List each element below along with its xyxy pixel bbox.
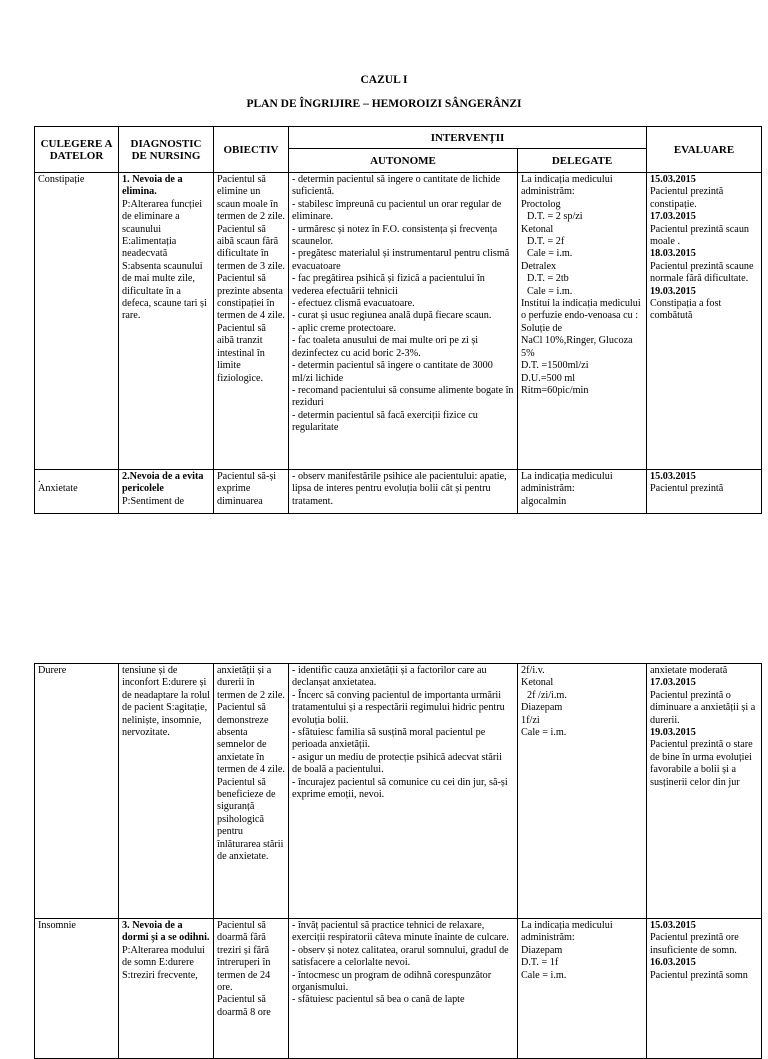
delegate-line: algocalmin bbox=[521, 495, 567, 507]
evaluation-date: 17.03.2015 bbox=[650, 211, 696, 223]
delegate-line: Diazepam bbox=[521, 702, 563, 714]
intervention-line: - întocmesc un program de odihnă corespunzător organismului. bbox=[292, 969, 492, 994]
cell-evaluare bbox=[647, 173, 762, 470]
objective-line: Pacientul să demonstreze absenta semnelor de anxietate în termen de 4 zile. bbox=[217, 702, 285, 776]
delegate-line: 1f/zi bbox=[521, 714, 540, 726]
table-row bbox=[35, 919, 762, 1059]
cell-obiectiv bbox=[214, 919, 289, 1059]
delegate-line: Diazepam bbox=[521, 944, 563, 956]
delegate-line: La indicația medicului administrăm: bbox=[521, 471, 613, 495]
cell-evaluare bbox=[647, 919, 762, 1059]
delegate-line: D.T. =1500ml/zi bbox=[521, 360, 589, 372]
cell-evaluare bbox=[647, 470, 762, 514]
cell-delegate bbox=[518, 919, 647, 1059]
evaluation-text: Pacientul prezintă scaune normale fără dificultate. bbox=[650, 260, 754, 285]
delegate-line: Ritm=60pic/min bbox=[521, 384, 589, 396]
evaluation-text: Pacientul prezintă somn bbox=[650, 969, 748, 981]
intervention-line: - sfătuiesc familia să susțină moral pacientul pe perioada anxietății. bbox=[292, 727, 486, 751]
diagnostic-line: P:Alterarea funcției de eliminare a scaunului bbox=[122, 198, 203, 235]
cell-culegere: Constipație bbox=[35, 173, 119, 470]
delegate-line: Cale = i.m. bbox=[521, 727, 567, 739]
header-evaluare: EVALUARE bbox=[647, 127, 762, 173]
cell-delegate bbox=[518, 173, 647, 470]
cell-obiectiv bbox=[214, 664, 289, 919]
cell-culegere: Durere bbox=[35, 664, 119, 919]
evaluation-date: 18.03.2015 bbox=[650, 248, 696, 260]
header-autonome: AUTONOME bbox=[289, 149, 518, 173]
diagnostic-title: 2.Nevoia de a evita pericolele bbox=[122, 471, 204, 495]
cell-obiectiv bbox=[214, 173, 289, 470]
table-row bbox=[35, 470, 762, 514]
header-obiectiv: OBIECTIV bbox=[214, 127, 289, 173]
intervention-line: - curat și usuc regiunea anală după fiecare scaun. bbox=[292, 310, 492, 322]
objective-line: Pacientul să beneficieze de siguranță psihologică pentru înlăturarea stării de anxietate. bbox=[217, 776, 284, 863]
diagnostic-line: P:Sentiment de bbox=[122, 495, 184, 507]
delegate-line: Cale = i.m. bbox=[521, 969, 567, 981]
evaluation-date: 15.03.2015 bbox=[650, 471, 696, 482]
delegate-line: D.T. = 2tb bbox=[527, 273, 569, 285]
delegate-line: Ketonal bbox=[521, 223, 554, 235]
delegate-line: La indicația medicului administrăm: bbox=[521, 174, 613, 198]
diagnostic-line: S:absenta scaunului de mai multe zile, dificultate în a defeca, scaune tari și rare. bbox=[122, 260, 207, 322]
evaluation-date: 15.03.2015 bbox=[650, 174, 696, 185]
cell-autonome bbox=[289, 919, 518, 1059]
cell-obiectiv: Pacientul să-și exprime diminuarea bbox=[214, 470, 289, 514]
evaluation-text: Pacientul prezintă bbox=[650, 483, 724, 495]
cell-diagnostic bbox=[119, 173, 214, 470]
cell-autonome bbox=[289, 664, 518, 919]
cell-delegate bbox=[518, 664, 647, 919]
intervention-line: - determin pacientul să ingere o cantitate de lichide suficientă. bbox=[292, 174, 501, 198]
evaluation-text: Pacientul prezintă constipație. bbox=[650, 186, 724, 210]
diagnostic-line: P:Alterarea modului de somn E:durere S:treziri frecvente, bbox=[122, 944, 205, 981]
cell-culegere: Insomnie bbox=[35, 919, 119, 1059]
intervention-line: - încurajez pacientul să comunice cu cei din jur, să-și exprime emoții, nevoi. bbox=[292, 776, 508, 801]
evaluation-text: Pacientul prezintă scaun moale . bbox=[650, 223, 750, 248]
delegate-line: D.T. = 2 sp/zi bbox=[527, 211, 583, 223]
cell-autonome bbox=[289, 173, 518, 470]
intervention-line: - pregătesc materialul și instrumentarul pentru clismă evacuatoare bbox=[292, 248, 510, 272]
intervention-line: - determin pacientul să facă exerciții fizice cu regularitate bbox=[292, 409, 478, 434]
delegate-line: D.T. = 1f bbox=[521, 957, 559, 969]
delegate-line: 2f /zi/i.m. bbox=[527, 689, 567, 701]
diagnostic-title: 1. Nevoia de a elimina. bbox=[122, 174, 183, 198]
delegate-line: La indicația medicului administrăm: bbox=[521, 920, 613, 944]
delegate-line: NaCl 10%,Ringer, Glucoza 5% bbox=[521, 335, 633, 359]
evaluation-date: 15.03.2015 bbox=[650, 920, 696, 931]
delegate-line: Ketonal bbox=[521, 677, 554, 689]
cell-diagnostic bbox=[119, 470, 214, 514]
evaluation-text: Pacientul prezintă o diminuare a anxietății și a durerii. bbox=[650, 689, 756, 726]
intervention-line: - fac pregătirea psihică și fizică a pacientului în vederea efectuării tehnicii bbox=[292, 273, 485, 297]
intervention-line: - aplic creme protectoare. bbox=[292, 322, 397, 334]
diagnostic-line: E:alimentația neadecvată bbox=[122, 236, 177, 260]
delegate-line: Detralex bbox=[521, 260, 557, 272]
document-subtitle: PLAN DE ÎNGRIJIRE – HEMOROIZI SÂNGERÂNZI bbox=[246, 98, 522, 110]
cell-diagnostic: tensiune și de inconfort E:durere și de neadaptare la rolul de pacient S:agitație, neliniște, insomnie, nervozitate. bbox=[119, 664, 214, 919]
table-row bbox=[35, 173, 762, 470]
cell-delegate bbox=[518, 470, 647, 514]
delegate-line: Soluție de bbox=[521, 322, 563, 334]
evaluation-text: Constipația a fost combătută bbox=[650, 298, 722, 322]
evaluation-text: Pacientul prezintă ore insuficiente de somn. bbox=[650, 932, 739, 956]
care-plan-table-page2 bbox=[34, 663, 762, 1059]
header-culegere: CULEGERE A DATELOR bbox=[35, 127, 119, 173]
objective-line: Pacientul să doarmă 8 ore bbox=[217, 994, 271, 1018]
intervention-line: - stabilesc împreună cu pacientul un orar regular de eliminare. bbox=[292, 198, 502, 223]
intervention-line: - învăț pacientul să practice tehnici de relaxare, exerciții respiratorii câteva minute înainte de culcare. bbox=[292, 920, 509, 944]
delegate-line: D.T. = 2f bbox=[527, 236, 565, 248]
delegate-line: Cale = i.m. bbox=[527, 285, 573, 297]
intervention-line: - Încerc să conving pacientul de importanta urmării tratamentului și a respectării regimului hidric pentru evoluția bolii. bbox=[292, 689, 505, 726]
intervention-line: - recomand pacientului să consume alimente bogate în reziduri bbox=[292, 384, 514, 409]
intervention-line: - urmăresc și notez în F.O. consistența și frecvența scaunelor. bbox=[292, 223, 498, 248]
delegate-line: 2f/i.v. bbox=[521, 665, 545, 676]
evaluation-date: 17.03.2015 bbox=[650, 677, 696, 689]
stray-dot: . bbox=[38, 474, 41, 485]
evaluation-text: anxietate moderată bbox=[650, 665, 728, 676]
evaluation-date: 19.03.2015 bbox=[650, 727, 696, 739]
intervention-line: - observ și notez calitatea, orarul somnului, gradul de satisfacere a celorlalte nevoi. bbox=[292, 944, 509, 969]
intervention-line: - sfătuiesc pacientul să bea o cană de lapte bbox=[292, 994, 465, 1006]
delegate-line: Instituí la indicația medicului o perfuzie endo-venoasa cu : bbox=[521, 298, 641, 322]
delegate-line: D.U.=500 ml bbox=[521, 372, 576, 384]
objective-line: Pacientul să doarmă fără treziri și fără întreruperi în termen de 24 ore. bbox=[217, 920, 271, 994]
delegate-line: Proctolog bbox=[521, 198, 561, 210]
evaluation-text: Pacientul prezintă o stare de bine în urma evoluției favorabile a bolii și a susținerii celor din jur bbox=[650, 739, 753, 788]
objective-line: Pacientul să prezinte absenta constipației în termen de 4 zile. bbox=[217, 273, 285, 322]
cell-evaluare bbox=[647, 664, 762, 919]
document-title: CAZUL I bbox=[360, 74, 408, 86]
header-diagnostic: DIAGNOSTIC DE NURSING bbox=[119, 127, 214, 173]
objective-line: Pacientul să elimine un scaun moale în termen de 2 zile. bbox=[217, 174, 285, 223]
header-delegate: DELEGATE bbox=[518, 149, 647, 173]
objective-line: anxietății și a durerii în termen de 2 zile. bbox=[217, 665, 285, 701]
evaluation-date: 19.03.2015 bbox=[650, 285, 696, 297]
cell-autonome: - observ manifestările psihice ale pacientului: apatie, lipsa de interes pentru evoluția bolii cât și pentru tratament. bbox=[289, 470, 518, 514]
objective-line: Pacientul să aibă tranzit intestinal în limite fiziologice. bbox=[217, 322, 266, 384]
intervention-line: - fac toaleta anusului de mai multe ori pe zi și dezinfectez cu acid boric 2-3%. bbox=[292, 335, 479, 359]
cell-diagnostic bbox=[119, 919, 214, 1059]
header-interventii: INTERVENȚII bbox=[289, 127, 647, 149]
intervention-line: - asigur un mediu de protecție psihică adecvat stării de boală a pacientului. bbox=[292, 751, 502, 776]
objective-line: Pacientul să aibă scaun fără dificultate în termen de 3 zile. bbox=[217, 223, 285, 272]
intervention-line: - determin pacientul să ingere o cantitate de 3000 ml/zi lichide bbox=[292, 360, 493, 384]
evaluation-date: 16.03.2015 bbox=[650, 957, 696, 969]
table-row bbox=[35, 664, 762, 919]
cell-culegere bbox=[35, 470, 119, 514]
care-plan-table-page1 bbox=[34, 126, 762, 514]
intervention-line: - efectuez clismă evacuatoare. bbox=[292, 298, 415, 310]
diagnostic-title: 3. Nevoia de a dormi și a se odihni. bbox=[122, 920, 210, 944]
intervention-line: - identific cauza anxietății și a factorilor care au declanșat anxietatea. bbox=[292, 665, 487, 689]
culegere-text: Anxietate bbox=[38, 483, 78, 494]
delegate-line: Cale = i.m. bbox=[527, 248, 573, 260]
